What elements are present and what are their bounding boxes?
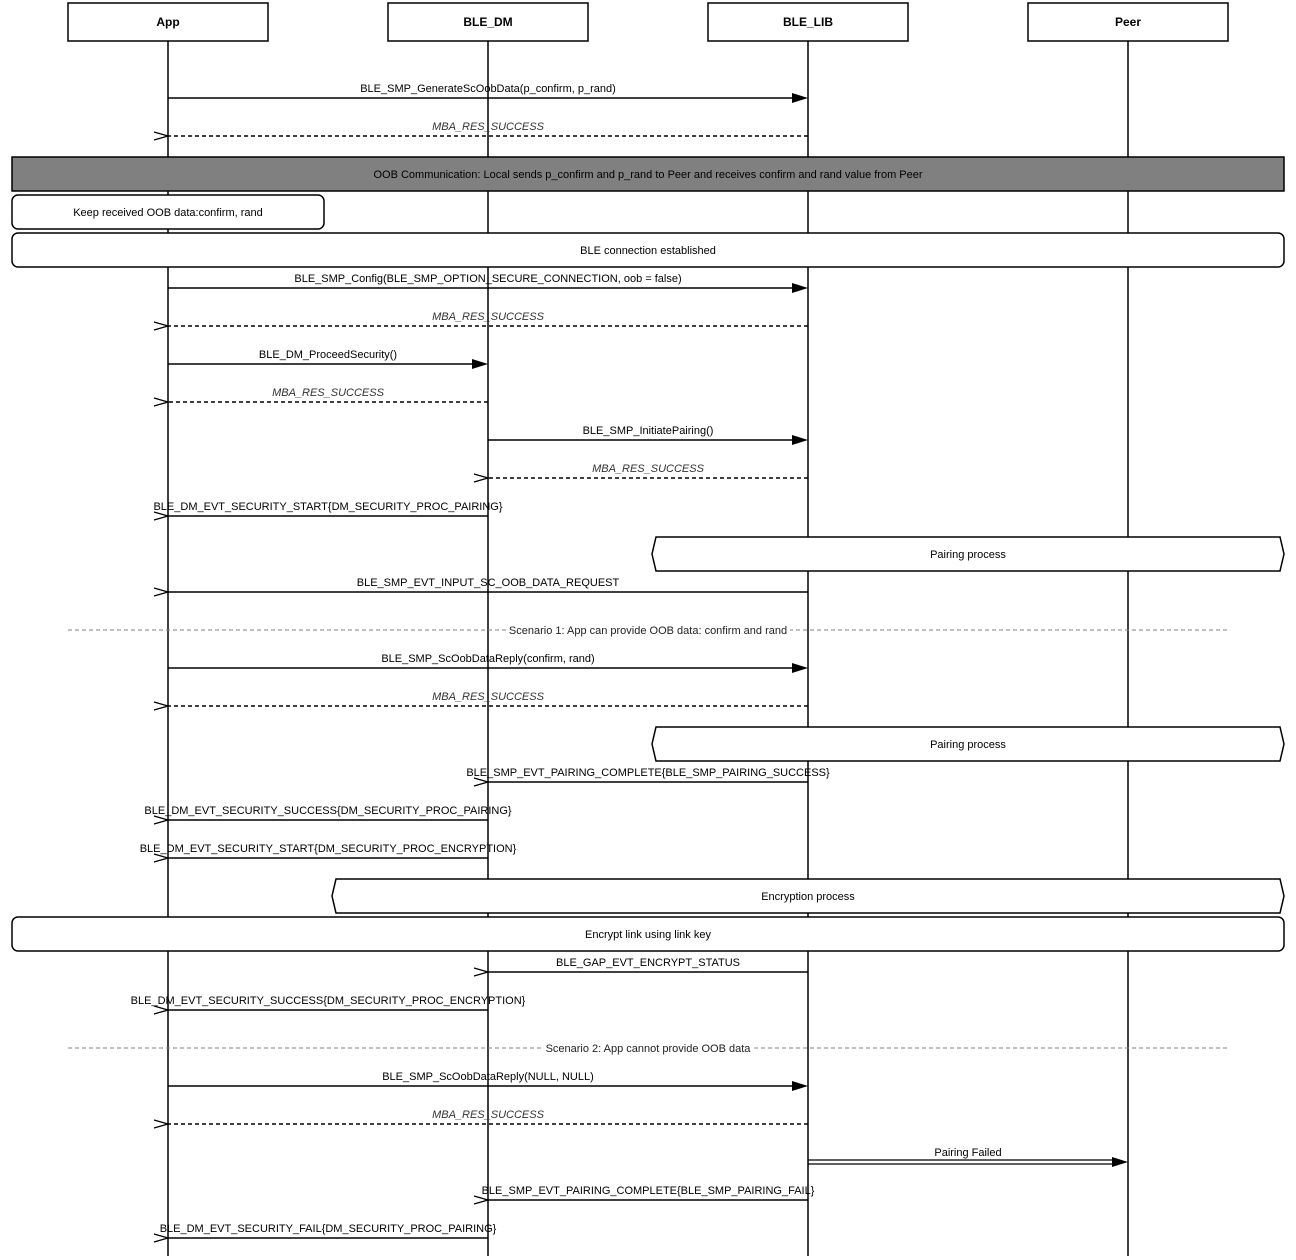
participant-headers [68, 3, 1228, 41]
arrowhead [154, 132, 168, 140]
message-label: MBA_RES_SUCCESS [432, 1109, 544, 1121]
message-reply [154, 691, 808, 710]
message-reply [154, 121, 808, 140]
arrowhead [1112, 1157, 1128, 1167]
scenario-divider [68, 622, 1228, 638]
message-label: BLE_DM_EVT_SECURITY_START{DM_SECURITY_PROC_PAIRING} [153, 501, 503, 513]
note-label: Encrypt link using link key [585, 929, 711, 941]
message-reply [154, 1109, 808, 1128]
message-label: BLE_SMP_GenerateScOobData(p_confirm, p_rand) [360, 83, 616, 95]
note-label: Pairing process [930, 739, 1006, 751]
arrowhead [154, 322, 168, 330]
message-event [154, 1223, 497, 1242]
arrowhead [154, 1234, 168, 1242]
message-label: MBA_RES_SUCCESS [432, 691, 544, 703]
scenario-divider [68, 1040, 1228, 1056]
participant-label: Peer [1114, 15, 1142, 29]
message-label: BLE_SMP_EVT_PAIRING_COMPLETE{BLE_SMP_PAIRING_SUCCESS} [466, 767, 830, 779]
message-reply [154, 311, 808, 330]
message-label: BLE_SMP_ScOobDataReply(confirm, rand) [381, 653, 595, 665]
note-label: Keep received OOB data:confirm, rand [73, 207, 263, 219]
participant-dm [388, 3, 588, 41]
participant-peer [1028, 3, 1228, 41]
arrowhead [474, 778, 488, 786]
arrowhead [474, 474, 488, 482]
message-label: MBA_RES_SUCCESS [592, 463, 704, 475]
message-label: MBA_RES_SUCCESS [272, 387, 384, 399]
message-label: MBA_RES_SUCCESS [432, 121, 544, 133]
participant-label: BLE_DM [463, 15, 513, 29]
message-label: BLE_DM_EVT_SECURITY_SUCCESS{DM_SECURITY_PROC_PAIRING} [144, 805, 512, 817]
arrowhead [154, 854, 168, 862]
message-event [153, 501, 502, 520]
message-event [131, 995, 526, 1014]
note-label: Pairing process [930, 549, 1006, 561]
message-event [474, 957, 808, 976]
message-double [808, 1147, 1128, 1167]
arrowhead [792, 93, 808, 103]
note-rounded [12, 917, 1284, 951]
message-event [474, 1185, 815, 1204]
note-hex [332, 879, 1284, 913]
arrowhead [792, 663, 808, 673]
arrowhead [154, 702, 168, 710]
participant-label: BLE_LIB [782, 15, 834, 29]
note-label: BLE connection established [580, 245, 716, 257]
arrowhead [154, 512, 168, 520]
message-label: BLE_DM_EVT_SECURITY_START{DM_SECURITY_PROC_ENCRYPTION} [139, 843, 517, 855]
arrowhead [792, 283, 808, 293]
message-call [488, 425, 808, 445]
message-label: BLE_DM_ProceedSecurity() [258, 349, 398, 361]
message-event [154, 577, 808, 596]
arrowhead [472, 359, 488, 369]
diagram-steps [12, 83, 1284, 1242]
arrowhead [474, 968, 488, 976]
message-reply [474, 463, 808, 482]
message-event [144, 805, 512, 824]
message-label: BLE_SMP_InitiatePairing() [582, 425, 714, 437]
message-label: BLE_SMP_EVT_INPUT_SC_OOB_DATA_REQUEST [356, 577, 620, 589]
note-hex [652, 727, 1284, 761]
arrowhead [154, 588, 168, 596]
divider-label: Scenario 2: App cannot provide OOB data [545, 1043, 751, 1055]
arrowhead [792, 435, 808, 445]
message-label: BLE_DM_EVT_SECURITY_SUCCESS{DM_SECURITY_PROC_ENCRYPTION} [130, 995, 526, 1007]
message-label: BLE_DM_EVT_SECURITY_FAIL{DM_SECURITY_PROC_PAIRING} [159, 1223, 497, 1235]
arrowhead [474, 1196, 488, 1204]
arrowhead [792, 1081, 808, 1091]
message-label: BLE_SMP_ScOobDataReply(NULL, NULL) [382, 1071, 594, 1083]
arrowhead [154, 1120, 168, 1128]
note-rounded [12, 233, 1284, 267]
arrowhead [154, 1006, 168, 1014]
message-call [168, 349, 488, 369]
message-event [466, 767, 830, 786]
note-rounded [12, 195, 324, 229]
message-label: BLE_SMP_Config(BLE_SMP_OPTION_SECURE_CONNECTION, oob = false) [294, 273, 682, 285]
participant-app [68, 3, 268, 41]
note-hex [652, 537, 1284, 571]
note-label: Encryption process [761, 891, 855, 903]
message-label: MBA_RES_SUCCESS [432, 311, 544, 323]
note-label: OOB Communication: Local sends p_confirm and p_rand to Peer and receives confirm and rand value from Peer [373, 169, 923, 181]
participant-label: App [156, 15, 180, 29]
message-reply [154, 387, 488, 406]
message-event [140, 843, 517, 862]
divider-label: Scenario 1: App can provide OOB data: confirm and rand [508, 625, 788, 637]
participant-lib [708, 3, 908, 41]
message-label: BLE_SMP_EVT_PAIRING_COMPLETE{BLE_SMP_PAIRING_FAIL} [481, 1185, 815, 1197]
message-label: Pairing Failed [934, 1147, 1002, 1159]
arrowhead [154, 816, 168, 824]
arrowhead [154, 398, 168, 406]
message-label: BLE_GAP_EVT_ENCRYPT_STATUS [555, 957, 741, 969]
note-shaded [12, 157, 1284, 191]
